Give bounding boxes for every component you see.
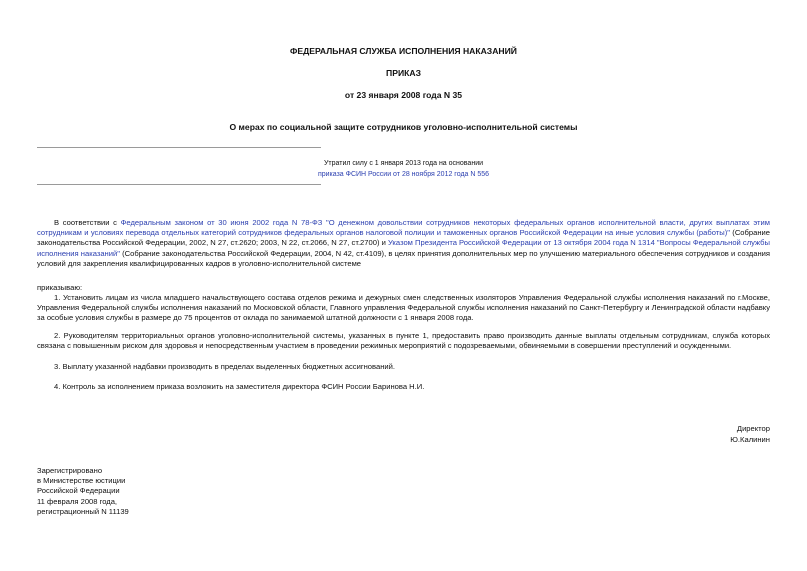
date-and-number: от 23 января 2008 года N 35 — [344, 90, 463, 100]
order-item-2: 2. Руководителям территориальных органов уголовно-исполнительной системы, указанных в пункте 1, предоставить право производить данные выплаты отдельным сотрудникам, служба которых связана с повышенным риском для здоровья и непосредственным участием в проведении режимных мероприятий с подозреваемыми, обвиняемыми в совершении преступлений и осужденными. — [37, 331, 770, 351]
status-note-text: Утратил силу с 1 января 2013 года на основании — [323, 160, 484, 167]
registration-line: Зарегистрировано — [37, 466, 103, 475]
agency-heading: ФЕДЕРАЛЬНАЯ СЛУЖБА ИСПОЛНЕНИЯ НАКАЗАНИЙ — [290, 46, 517, 56]
registration-line: 11 февраля 2008 года, — [37, 496, 118, 506]
preamble — [37, 218, 770, 269]
registration-block — [37, 466, 237, 517]
order-item-3: 3. Выплату указанной надбавки производить в пределах выделенных бюджетных ассигнований. — [54, 362, 395, 371]
presidential-decree-link[interactable]: Указом Президента Российской Федерации от 13 октября 2004 года N 1314 "Вопросы Федеральной службы исполнения наказаний" — [37, 238, 770, 258]
order-item-1: 1. Установить лицам из числа младшего начальствующего состава отделов режима и дежурных смен следственных изоляторов Управления Федеральной службы исполнения наказаний по г.Москве, Управления Федеральной службы исполнения наказаний по Московской области, Главного управления Федеральной службы исполнения наказаний по Санкт-Петербургу и Ленинградской области надбавку за особые условия службы в размере до 75 процентов от оклада по занимаемой штатной должности с 1 января 2008 года. — [37, 293, 770, 323]
federal-law-link[interactable]: Федеральным законом от 30 июня 2002 года N 78-ФЗ "О денежном довольствии сотрудников некоторых федеральных органов исполнительной власти, других выплатах этим сотрудникам и условиях перевода отдельных категорий сотрудников федеральных органов налоговой полиции и таможенных органов Российской Федерации на иные условия службы (работы)" — [37, 218, 770, 238]
repeal-order-link[interactable]: приказа ФСИН России от 28 ноября 2012 года N 556 — [317, 171, 490, 178]
registration-line: Российской Федерации — [37, 486, 120, 496]
registration-line: регистрационный N 11139 — [37, 506, 129, 516]
order-word: приказываю: — [37, 283, 83, 292]
document-type: ПРИКАЗ — [386, 68, 421, 78]
divider-bottom — [37, 184, 321, 185]
registration-line: в Министерстве юстиции — [37, 476, 126, 486]
divider-top — [37, 147, 321, 148]
document-subject: О мерах по социальной защите сотрудников уголовно-исполнительной системы — [229, 122, 578, 132]
signatory-name: Ю.Калинин — [730, 435, 770, 444]
preamble-text-1: В соответствии с — [54, 218, 121, 227]
order-item-4: 4. Контроль за исполнением приказа возложить на заместителя директора ФСИН России Баринова Н.И. — [54, 382, 425, 391]
preamble-text-3: (Собрание законодательства Российской Федерации, 2004, N 42, ст.4109), в целях принятия дополнительных мер по улучшению материального обеспечения сотрудников и создания условий для закрепления квалифицированных кадров в уголовно-исполнительной системе — [37, 248, 770, 268]
preamble-text-2: (Собрание законодательства Российской Федерации, 2002, N 27, ст.2620; 2003, N 22, ст.2066, N 27, ст.2700) и — [37, 228, 770, 248]
signatory-title: Директор — [736, 424, 770, 433]
